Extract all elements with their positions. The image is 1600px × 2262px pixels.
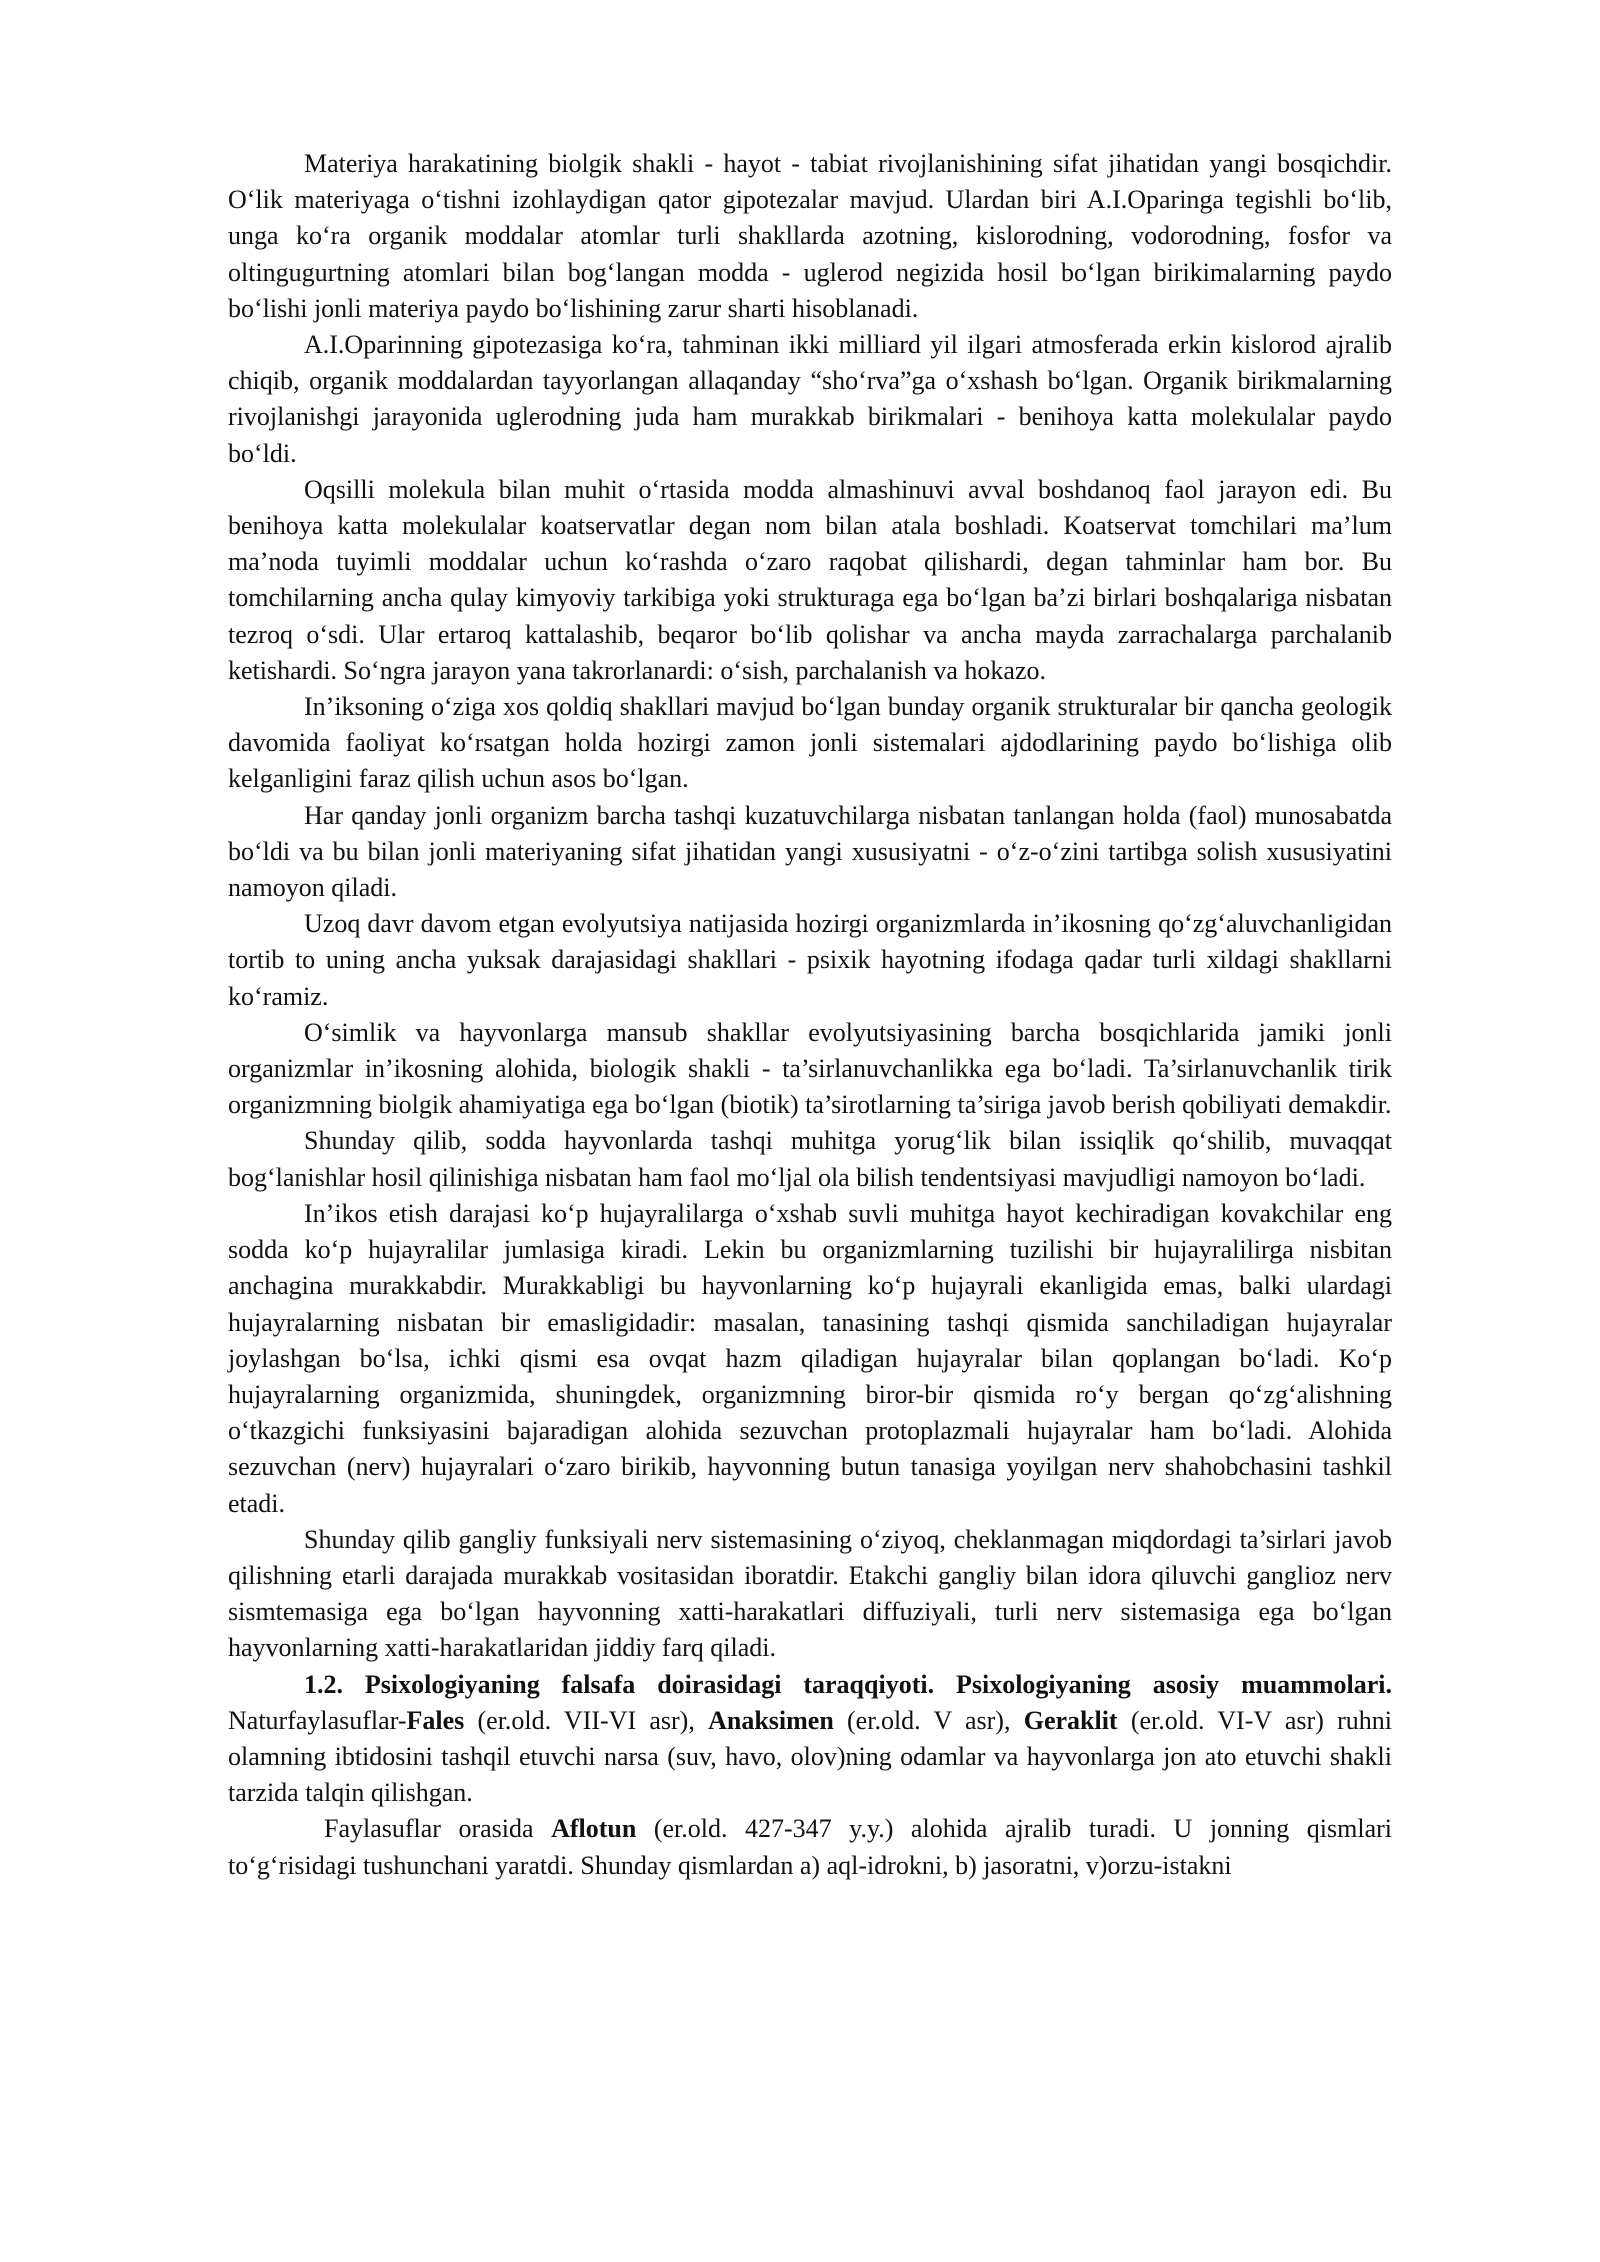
last-paragraph — [228, 1811, 1392, 1883]
section-heading: 1.2. Psixologiyaning falsafa doirasidagi taraqqiyoti. Psixologiyaning asosiy muammolari. — [304, 1669, 1392, 1699]
paragraph-6: Uzoq davr davom etgan evolyutsiya natijasida hozirgi organizmlarda in’ikosning qo‘zg‘aluvchanligidan tortib to uning ancha yuksak darajasidagi shakllari - psixik hayotning ifodaga qadar turli xildagi shakllarni ko‘ramiz. — [228, 909, 1392, 1011]
paragraph-8: Shunday qilib, sodda hayvonlarda tashqi muhitga yorug‘lik bilan issiqlik qo‘shilib, muvaqqat bog‘lanishlar hosil qilinishiga nisbatan ham faol mo‘ljal ola bilish tendentsiyasi mavjudligi namoyon bo‘ladi. — [228, 1126, 1392, 1192]
paragraph-5: Har qanday jonli organizm barcha tashqi kuzatuvchilarga nisbatan tanlangan holda (faol) munosabatda bo‘ldi va bu bilan jonli materiyaning sifat jihatidan yangi xususiyatni - o‘z-o‘zini tartibga solish xususiyatini namoyon qiladi. — [228, 800, 1392, 903]
document-page — [228, 146, 1392, 1884]
section-text-1: Naturfaylasuflar- — [228, 1705, 407, 1735]
section-text-3: (er.old. V asr), — [833, 1705, 1024, 1735]
last-paragraph-text-1: Faylasuflar orasida — [324, 1814, 552, 1844]
paragraph-10: Shunday qilib gangliy funksiyali nerv sistemasining o‘ziyoq, cheklanmagan miqdordagi ta’sirlari javob qilishning etarli darajada murakkab vositasidan iboratdir. Etakchi gangliy bilan idora qiluvchi ganglioz nerv sismtemasiga ega bo‘lgan hayvonning xatti-harakatlari diffuziyali, turli nerv sistemasiga ega bo‘lgan hayvonlarning xatti-harakatlaridan jiddiy farq qiladi. — [228, 1524, 1392, 1663]
philosopher-name-aflotun: Aflotun — [551, 1814, 637, 1844]
paragraph-4: In’iksoning o‘ziga xos qoldiq shakllari mavjud bo‘lgan bunday organik strukturalar bir qancha geologik davomida faoliyat ko‘rsatgan holda hozirgi zamon jonli sistemalari ajdodlarining paydo bo‘lishiga olib kelganligini faraz qilish uchun asos bo‘lgan. — [228, 692, 1392, 794]
paragraph-3: Oqsilli molekula bilan muhit o‘rtasida modda almashinuvi avval boshdanoq faol jarayon edi. Bu benihoya katta molekulalar koatservatlar degan nom bilan atala boshladi. Koatservat tomchilari ma’lum ma’noda tuyimli moddalar uchun ko‘rashda o‘zaro raqobat qilishardi, degan tahminlar ham bor. Bu tomchilarning ancha qulay kimyoviy tarkibiga yoki strukturaga ega bo‘lgan ba’zi birlari boshqalariga nisbatan tezroq o‘sdi. Ular ertaroq kattalashib, beqaror bo‘lib qolishar va ancha mayda zarrachalarga parchalanib ketishardi. So‘ngra jarayon yana takrorlanardi: o‘sish, parchalanish va hokazo. — [228, 474, 1392, 685]
philosopher-name-geraklit: Geraklit — [1023, 1705, 1118, 1735]
philosopher-name-anaksimen: Anaksimen — [708, 1705, 834, 1735]
paragraph-7: O‘simlik va hayvonlarga mansub shakllar evolyutsiyasining barcha bosqichlarida jamiki jonli organizmlar in’ikosning alohida, biologik shakli - ta’sirlanuvchanlikka ega bo‘ladi. Ta’sirlanuvchanlik tirik organizmning biolgik ahamiyatiga ega bo‘lgan (biotik) ta’sirotlarning ta’siriga javob berish qobiliyati demakdir. — [228, 1017, 1392, 1120]
last-paragraph-text-2: (er.old. 427-347 y.y.) alohida ajralib turadi. U jonning qismlari to‘g‘risidagi tushunchani yaratdi. Shunday qismlardan a) aql-idrokni, b) jasoratni, v)orzu-istakni — [228, 1814, 1392, 1880]
paragraph-9: In’ikos etish darajasi ko‘p hujayralilarga o‘xshab suvli muhitga hayot kechiradigan kovakchilar eng sodda ko‘p hujayralilar jumlasiga kiradi. Lekin bu organizmlarning tuzilishi bir hujayralilirga nisbitan anchagina murakkabdir. Murakkabligi bu hayvonlarning ko‘p hujayrali ekanligida emas, balki ulardagi hujayralarning nisbatan bir emasligidadir: masalan, tanasining tashqi qismida sanchiladigan hujayralar joylashgan bo‘lsa, ichki qismi esa ovqat hazm qiladigan hujayralar bilan qoplangan bo‘ladi. Ko‘p hujayralarning organizmida, shuningdek, organizmning biror-bir qismida ro‘y bergan qo‘zg‘alishning o‘tkazgichi funksiyasini bajaradigan alohida sezuvchan protoplazmali hujayralar ham bo‘ladi. Alohida sezuvchan (nerv) hujayralari o‘zaro birikib, hayvonning butun tanasiga yoyilgan nerv shahobchasini tashkil etadi. — [228, 1198, 1392, 1518]
section-paragraph — [228, 1667, 1392, 1812]
philosopher-name-fales: Fales — [406, 1705, 465, 1735]
paragraph-2: A.I.Oparinning gipotezasiga ko‘ra, tahminan ikki milliard yil ilgari atmosferada erkin kislorod ajralib chiqib, organik moddalardan tayyorlangan allaqanday “sho‘rva”ga o‘xshash bo‘lgan. Organik birikmalarning rivojlanishgi jarayonida uglerodning juda ham murakkab birikmalari - benihoya katta molekulalar paydo bo‘ldi. — [228, 330, 1392, 468]
section-text-2: (er.old. VII-VI asr), — [464, 1705, 709, 1735]
section-text-4: (er.old. VI-V asr) ruhni olamning ibtidosini tashqil etuvchi narsa (suv, havo, olov)ning odamlar va hayvonlarga jon ato etuvchi shakli tarzida talqin qilishgan. — [228, 1705, 1392, 1808]
paragraph-1: Materiya harakatining biolgik shakli - hayot - tabiat rivojlanishining sifat jihatidan yangi bosqichdir. O‘lik materiyaga o‘tishni izohlaydigan qator gipotezalar mavjud. Ulardan biri A.I.Oparinga tegishli bo‘lib, unga ko‘ra organik moddalar atomlar turli shakllarda azotning, kislorodning, vodorodning, fosfor va oltingugurtning atomlari bilan bog‘langan modda - uglerod negizida hosil bo‘lgan birikimalarning paydo bo‘lishi jonli materiya paydo bo‘lishining zarur sharti hisoblanadi. — [228, 149, 1392, 323]
